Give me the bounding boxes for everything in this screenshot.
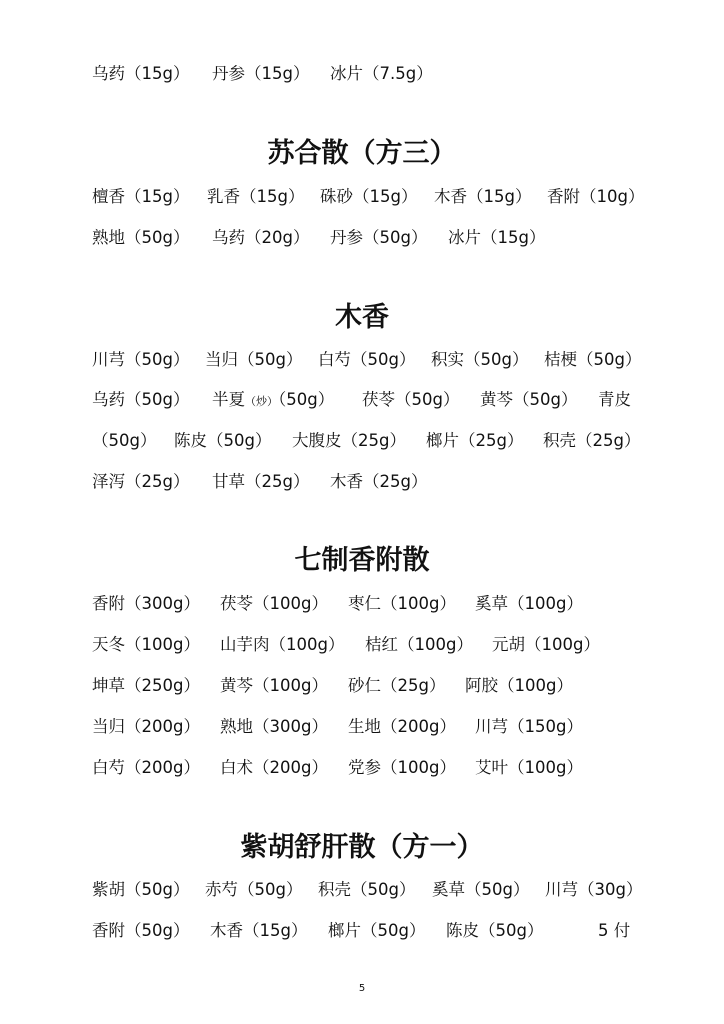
herb-item: 硃砂（15g） <box>320 187 418 206</box>
herb-item: 茯苓（100g） <box>220 594 328 613</box>
herb-item: 木香（15g） <box>210 921 308 940</box>
herb-item: 木香（25g） <box>330 472 428 491</box>
herb-item: 砂仁（25g） <box>348 676 446 695</box>
herb-item: 熟地（300g） <box>220 717 328 736</box>
herb-item: 甘草（25g） <box>212 472 310 491</box>
herb-item: 阿胶（100g） <box>465 676 573 695</box>
section-title: 紫胡舒肝散（方一） <box>240 832 484 863</box>
herb-item: 乌药（20g） <box>212 228 310 247</box>
dose-count: 5 付 <box>598 921 631 940</box>
herb-item: 泽泻（25g） <box>92 472 190 491</box>
herb-item: 乳香（15g） <box>207 187 305 206</box>
herb-item: 青皮 <box>598 390 631 409</box>
herb-item: 乌药（15g） <box>92 64 190 83</box>
section-title: 木香 <box>335 302 389 333</box>
herb-item: 香附（10g） <box>547 187 645 206</box>
intro-line <box>92 63 684 85</box>
herb-item: 榔片（50g） <box>328 921 426 940</box>
herb-item: 坤草（250g） <box>92 676 200 695</box>
recipe-line <box>92 675 684 697</box>
herb-item: 艾叶（100g） <box>475 758 583 777</box>
herb-item: 檀香（15g） <box>92 187 190 206</box>
herb-item: 桔梗（50g） <box>544 350 642 369</box>
herb-item: 丹参（15g） <box>212 64 310 83</box>
page-number: 5 <box>358 983 366 994</box>
herb-item: 奚草（50g） <box>432 880 530 899</box>
herb-item: 白芍（50g） <box>318 350 416 369</box>
herb-item: 黄芩（50g） <box>480 390 578 409</box>
herb-item: 香附（300g） <box>92 594 200 613</box>
herb-item: 黄芩（100g） <box>220 676 328 695</box>
herb-item: 川芎（50g） <box>92 350 190 369</box>
herb-item: 奚草（100g） <box>475 594 583 613</box>
herb-item: 茯苓（50g） <box>362 390 460 409</box>
herb-item: 川芎（30g） <box>545 880 643 899</box>
recipe-line <box>92 389 684 411</box>
herb-name: 半夏 <box>212 390 245 409</box>
recipe-line <box>92 716 684 738</box>
herb-item: 榔片（25g） <box>426 431 524 450</box>
section-title: 七制香附散 <box>294 545 430 576</box>
herb-item: 冰片（7.5g） <box>330 64 433 83</box>
herb-item: 桔红（100g） <box>365 635 473 654</box>
herb-item: 熟地（50g） <box>92 228 190 247</box>
herb-item <box>212 389 334 413</box>
prep-note: （炒） <box>245 395 278 408</box>
recipe-line <box>92 186 684 208</box>
herb-item: 白芍（200g） <box>92 758 200 777</box>
herb-item: 当归（200g） <box>92 717 200 736</box>
herb-item: 生地（200g） <box>348 717 456 736</box>
recipe-line <box>92 920 684 942</box>
herb-item: 冰片（15g） <box>448 228 546 247</box>
herb-item: 积实（50g） <box>431 350 529 369</box>
herb-dose: （50g） <box>278 390 335 409</box>
herb-item: 山芋肉（100g） <box>220 635 345 654</box>
herb-item: 当归（50g） <box>205 350 303 369</box>
herb-item: 党参（100g） <box>348 758 456 777</box>
herb-item: 木香（15g） <box>434 187 532 206</box>
herb-item: 白术（200g） <box>220 758 328 777</box>
recipe-line <box>92 634 684 656</box>
herb-item: 赤芍（50g） <box>205 880 303 899</box>
herb-item: 枣仁（100g） <box>348 594 456 613</box>
recipe-line <box>92 349 684 371</box>
recipe-line <box>92 757 684 779</box>
herb-item: 紫胡（50g） <box>92 880 190 899</box>
herb-item: 丹参（50g） <box>330 228 428 247</box>
herb-item: 乌药（50g） <box>92 390 190 409</box>
recipe-line <box>92 471 684 493</box>
section-title: 苏合散（方三） <box>267 138 457 169</box>
herb-item: 陈皮（50g） <box>446 921 544 940</box>
herb-item: 积壳（50g） <box>318 880 416 899</box>
herb-item: 香附（50g） <box>92 921 190 940</box>
herb-item: 大腹皮（25g） <box>292 431 406 450</box>
herb-item: 元胡（100g） <box>492 635 600 654</box>
herb-item: 积壳（25g） <box>543 431 641 450</box>
herb-item: 陈皮（50g） <box>174 431 272 450</box>
recipe-line <box>92 879 684 901</box>
herb-item: 天冬（100g） <box>92 635 200 654</box>
recipe-line <box>92 430 684 452</box>
herb-item: 川芎（150g） <box>475 717 583 736</box>
recipe-line <box>92 227 684 249</box>
herb-item: （50g） <box>92 431 157 450</box>
recipe-line <box>92 593 684 615</box>
